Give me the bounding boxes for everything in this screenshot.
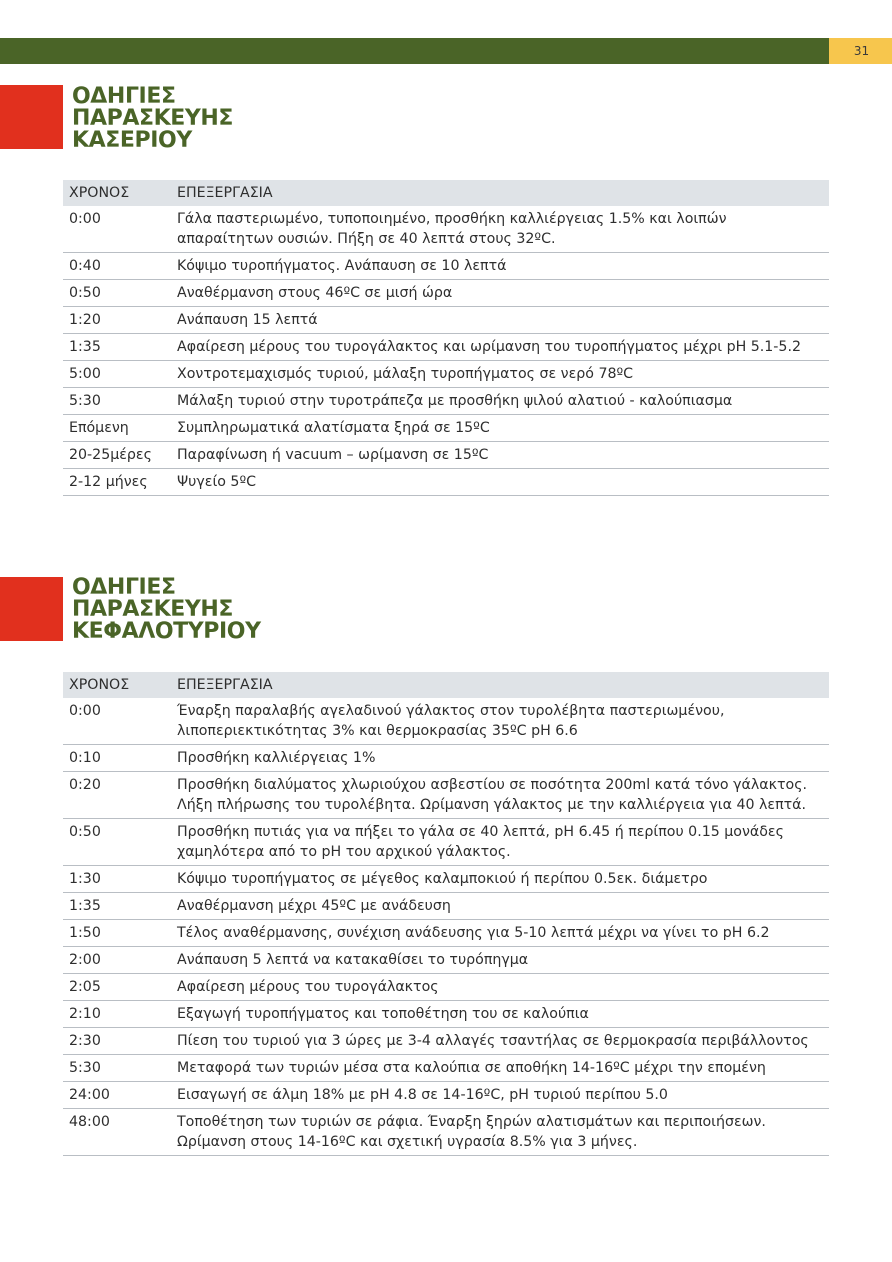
column-header-process: ΕΠΕΞΕΡΓΑΣΙΑ — [171, 672, 829, 698]
column-header-time: ΧΡΟΝΟΣ — [63, 180, 171, 206]
row-process: Τοποθέτηση των τυριών σε ράφια. Έναρξη ξηρών αλατισμάτων και περιποιήσεων. Ωρίμανση στους 14-16ºC και σχετική υγρασία 8.5% για 3 μήνες. — [171, 1109, 829, 1156]
row-time: 0:50 — [63, 819, 171, 866]
row-time: 24:00 — [63, 1082, 171, 1109]
row-time: 1:50 — [63, 920, 171, 947]
row-time: Επόμενη — [63, 415, 171, 442]
column-header-time: ΧΡΟΝΟΣ — [63, 672, 171, 698]
row-time: 0:00 — [63, 698, 171, 745]
row-process: Κόψιμο τυροπήγματος σε μέγεθος καλαμποκιού ή περίπου 0.5εκ. διάμετρο — [171, 866, 829, 893]
table-row — [63, 469, 829, 496]
top-header-bar — [0, 38, 829, 64]
row-process: Ψυγείο 5ºC — [171, 469, 829, 496]
row-time: 48:00 — [63, 1109, 171, 1156]
row-process: Έναρξη παραλαβής αγελαδινού γάλακτος στον τυρολέβητα παστεριωμένου, λιποπεριεκτικότητας 3% και θερμοκρασίας 35ºC pH 6.6 — [171, 698, 829, 745]
table-row — [63, 442, 829, 469]
row-time: 1:30 — [63, 866, 171, 893]
table-row — [63, 1001, 829, 1028]
table-row — [63, 893, 829, 920]
row-time: 0:10 — [63, 745, 171, 772]
row-time: 1:35 — [63, 334, 171, 361]
section-title-kefalotyri — [72, 577, 261, 643]
kasseri-process-table — [63, 180, 829, 496]
table-row — [63, 1028, 829, 1055]
table-header-row — [63, 180, 829, 206]
title-line: ΠΑΡΑΣΚΕΥΗΣ — [72, 106, 234, 131]
row-time: 1:35 — [63, 893, 171, 920]
page-number: 31 — [829, 38, 892, 64]
title-line: ΟΔΗΓΙΕΣ — [72, 84, 176, 109]
table-row — [63, 866, 829, 893]
row-process: Προσθήκη πυτιάς για να πήξει το γάλα σε 40 λεπτά, pH 6.45 ή περίπου 0.15 μονάδες χαμηλότερα από το pH του αρχικού γάλακτος. — [171, 819, 829, 866]
table-row — [63, 334, 829, 361]
row-process: Εξαγωγή τυροπήγματος και τοποθέτηση του σε καλούπια — [171, 1001, 829, 1028]
row-time: 20-25μέρες — [63, 442, 171, 469]
table-row — [63, 920, 829, 947]
row-process: Μεταφορά των τυριών μέσα στα καλούπια σε αποθήκη 14-16ºC μέχρι την επομένη — [171, 1055, 829, 1082]
table-row — [63, 361, 829, 388]
row-time: 2:05 — [63, 974, 171, 1001]
row-process: Ανάπαυση 5 λεπτά να κατακαθίσει το τυρόπηγμα — [171, 947, 829, 974]
row-process: Εισαγωγή σε άλμη 18% με pH 4.8 σε 14-16ºC, pH τυριού περίπου 5.0 — [171, 1082, 829, 1109]
table-row — [63, 698, 829, 745]
row-process: Παραφίνωση ή vacuum – ωρίμανση σε 15ºC — [171, 442, 829, 469]
table-row — [63, 745, 829, 772]
row-process: Πίεση του τυριού για 3 ώρες με 3-4 αλλαγές τσαντήλας σε θερμοκρασία περιβάλλοντος — [171, 1028, 829, 1055]
kefalotyri-process-table — [63, 672, 829, 1156]
row-time: 5:00 — [63, 361, 171, 388]
row-process: Προσθήκη καλλιέργειας 1% — [171, 745, 829, 772]
table-row — [63, 1055, 829, 1082]
table-row — [63, 772, 829, 819]
table-row — [63, 253, 829, 280]
row-process: Συμπληρωματικά αλατίσματα ξηρά σε 15ºC — [171, 415, 829, 442]
row-time: 5:30 — [63, 388, 171, 415]
section-title-kasseri — [72, 86, 233, 152]
row-time: 2-12 μήνες — [63, 469, 171, 496]
table-row — [63, 1082, 829, 1109]
column-header-process: ΕΠΕΞΕΡΓΑΣΙΑ — [171, 180, 829, 206]
row-process: Ανάπαυση 15 λεπτά — [171, 307, 829, 334]
title-line: ΚΑΣΕΡΙΟΥ — [72, 128, 192, 153]
row-time: 2:30 — [63, 1028, 171, 1055]
table-row — [63, 947, 829, 974]
row-time: 0:00 — [63, 206, 171, 253]
table-row — [63, 1109, 829, 1156]
row-process: Προσθήκη διαλύματος χλωριούχου ασβεστίου σε ποσότητα 200ml κατά τόνο γάλακτος. Λήξη πλήρωσης του τυρολέβητα. Ωρίμανση γάλακτος με την καλλιέργεια για 40 λεπτά. — [171, 772, 829, 819]
table-row — [63, 307, 829, 334]
table-row — [63, 280, 829, 307]
row-process: Αναθέρμανση στους 46ºC σε μισή ώρα — [171, 280, 829, 307]
row-process: Αφαίρεση μέρους του τυρογάλακτος — [171, 974, 829, 1001]
row-process: Αφαίρεση μέρους του τυρογάλακτος και ωρίμανση του τυροπήγματος μέχρι pH 5.1-5.2 — [171, 334, 829, 361]
table-row — [63, 388, 829, 415]
table-row — [63, 415, 829, 442]
table-row — [63, 819, 829, 866]
row-time: 2:10 — [63, 1001, 171, 1028]
row-process: Γάλα παστεριωμένο, τυποποιημένο, προσθήκη καλλιέργειας 1.5% και λοιπών απαραίτητων ουσιών. Πήξη σε 40 λεπτά στους 32ºC. — [171, 206, 829, 253]
row-time: 2:00 — [63, 947, 171, 974]
row-time: 1:20 — [63, 307, 171, 334]
row-process: Τέλος αναθέρμανσης, συνέχιση ανάδευσης για 5-10 λεπτά μέχρι να γίνει το pH 6.2 — [171, 920, 829, 947]
section-accent-block-kasseri — [0, 85, 63, 149]
table-row — [63, 206, 829, 253]
row-process: Χοντροτεμαχισμός τυριού, μάλαξη τυροπήγματος σε νερό 78ºC — [171, 361, 829, 388]
title-line: ΚΕΦΑΛΟΤΥΡΙΟΥ — [72, 619, 261, 644]
row-process: Μάλαξη τυριού στην τυροτράπεζα με προσθήκη ψιλού αλατιού - καλούπιασμα — [171, 388, 829, 415]
row-time: 0:40 — [63, 253, 171, 280]
row-process: Κόψιμο τυροπήγματος. Ανάπαυση σε 10 λεπτά — [171, 253, 829, 280]
row-time: 0:50 — [63, 280, 171, 307]
row-time: 0:20 — [63, 772, 171, 819]
title-line: ΟΔΗΓΙΕΣ — [72, 575, 176, 600]
title-line: ΠΑΡΑΣΚΕΥΗΣ — [72, 597, 234, 622]
section-accent-block-kefalotyri — [0, 577, 63, 641]
table-row — [63, 974, 829, 1001]
row-time: 5:30 — [63, 1055, 171, 1082]
row-process: Αναθέρμανση μέχρι 45ºC με ανάδευση — [171, 893, 829, 920]
table-header-row — [63, 672, 829, 698]
